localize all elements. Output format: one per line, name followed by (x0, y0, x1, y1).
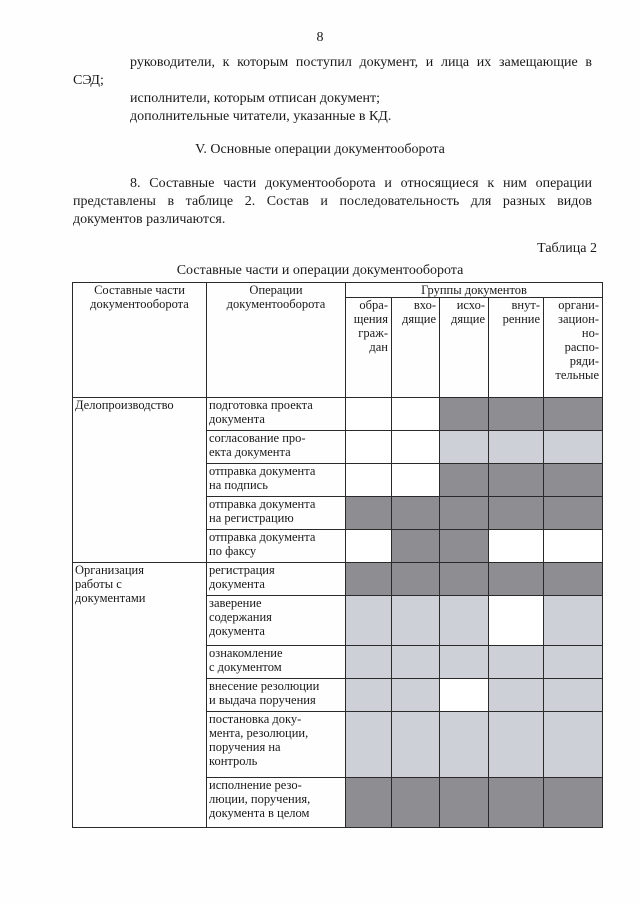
operation-cell: исполнение резо- люции, поручения, документа в целом (207, 778, 346, 828)
table-row (73, 563, 603, 596)
header-operations: Операции документооборота (207, 283, 346, 398)
table-row (73, 398, 603, 431)
operation-cell: отправка документа на регистрацию (207, 497, 346, 530)
table-label: Таблица 2 (537, 241, 597, 256)
paragraph-line: представлены в таблице 2. Состав и последовательность для разных видов (73, 194, 592, 209)
operation-cell: отправка документа на подпись (207, 464, 346, 497)
section-title: V. Основные операции документооборота (195, 142, 445, 157)
paragraph-line: исполнители, которым отписан документ; (130, 91, 381, 106)
operation-cell: внесение резолюции и выдача поручения (207, 679, 346, 712)
header-group-outgoing: исхо- дящие (440, 298, 489, 398)
header-components: Составные части документооборота (73, 283, 207, 398)
paragraph-line: СЭД; (73, 73, 104, 88)
operation-cell: отправка документа по факсу (207, 530, 346, 563)
header-document-groups: Группы документов (346, 283, 603, 298)
operation-cell: регистрация документа (207, 563, 346, 596)
operation-cell: постановка доку- мента, резолюции, поручения на контроль (207, 712, 346, 778)
operation-cell: согласование про- екта документа (207, 431, 346, 464)
operations-table (72, 282, 603, 828)
header-group-incoming: вхо- дящие (392, 298, 440, 398)
operation-cell: ознакомление с документом (207, 646, 346, 679)
operation-cell: заверение содержания документа (207, 596, 346, 646)
header-group-internal: внут- ренние (489, 298, 544, 398)
header-group-citizens: обра- щения граж- дан (346, 298, 392, 398)
operation-cell: подготовка проекта документа (207, 398, 346, 431)
header-group-administrative: органи- зацион- но- распо- ряди- тельные (544, 298, 603, 398)
page-number: 8 (316, 30, 324, 45)
paragraph-line: руководители, к которым поступил документ, и лица их замещающие в (130, 55, 592, 70)
section-document-work: Организация работы с документами (73, 563, 207, 828)
paragraph-line: 8. Составные части документооборота и относящиеся к ним операции (130, 176, 592, 191)
table-title: Составные части и операции документооборота (176, 263, 464, 278)
paragraph-line: документов различаются. (73, 212, 226, 227)
section-paperwork: Делопроизводство (73, 398, 207, 563)
paragraph-line: дополнительные читатели, указанные в КД. (130, 109, 392, 124)
